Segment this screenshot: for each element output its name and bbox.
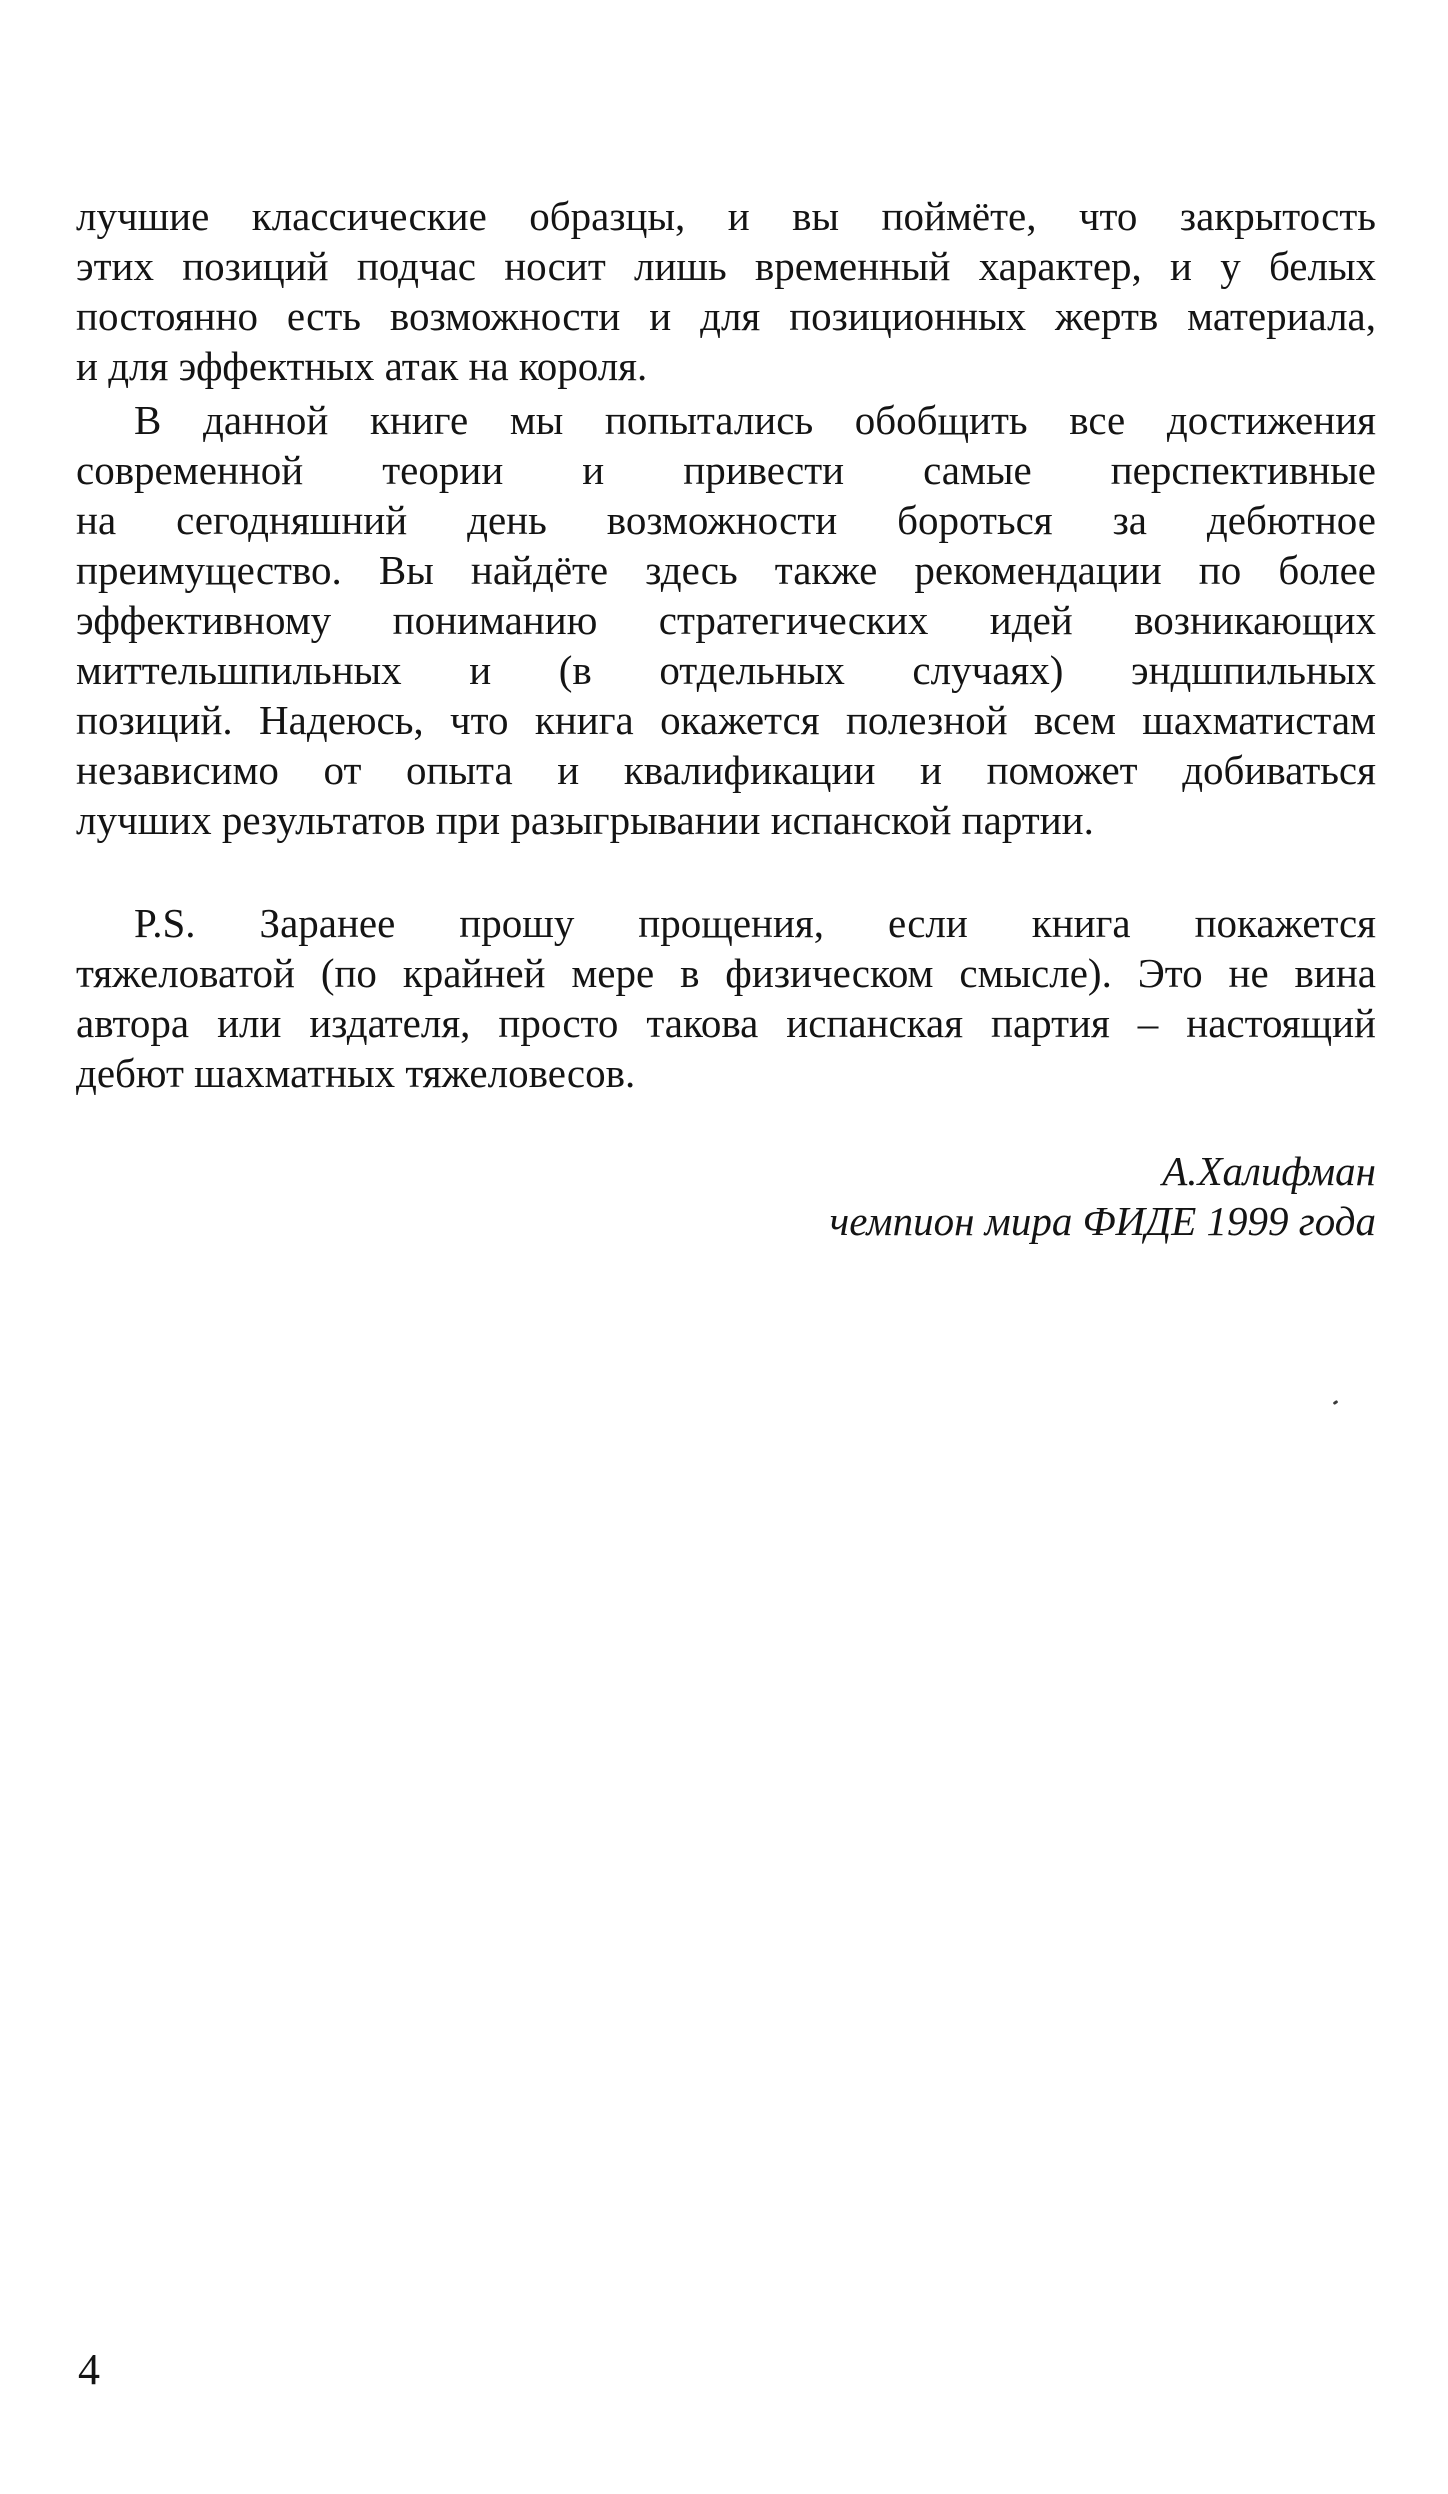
paragraph-postscript bbox=[76, 898, 1376, 1098]
text-line: дебют шахматных тяжеловесов. bbox=[76, 1050, 636, 1096]
text-line: лучшие классические образцы, и вы поймёте, что закрытость bbox=[76, 193, 1376, 239]
paragraph-continuation bbox=[76, 191, 1376, 391]
text-line: лучших результатов при разыгрывании испанской партии. bbox=[76, 797, 1094, 843]
text-line: постоянно есть возможности и для позиционных жертв материала, bbox=[76, 293, 1376, 339]
paragraph-book-purpose bbox=[76, 395, 1376, 845]
page-number: 4 bbox=[78, 2345, 100, 2394]
text-line: В данной книге мы попытались обобщить все достижения bbox=[134, 397, 1376, 443]
text-line: и для эффектных атак на короля. bbox=[76, 343, 648, 389]
text-line: на сегодняшний день возможности бороться за дебютное bbox=[76, 497, 1376, 543]
text-line: P.S. Заранее прошу прощения, если книга покажется bbox=[134, 900, 1376, 946]
text-line: независимо от опыта и квалификации и поможет добиваться bbox=[76, 747, 1376, 793]
text-line: миттельшпильных и (в отдельных случаях) эндшпильных bbox=[76, 647, 1376, 693]
text-line: преимущество. Вы найдёте здесь также рекомендации по более bbox=[76, 547, 1376, 593]
text-line: позиций. Надеюсь, что книга окажется полезной всем шахматистам bbox=[76, 697, 1376, 743]
text-line: этих позиций подчас носит лишь временный характер, и у белых bbox=[76, 243, 1376, 289]
text-line: тяжеловатой (по крайней мере в физическом смысле). Это не вина bbox=[76, 950, 1376, 996]
author-title: чемпион мира ФИДЕ 1999 года bbox=[829, 1198, 1376, 1244]
text-line: эффективному пониманию стратегических идей возникающих bbox=[76, 597, 1376, 643]
scan-speck bbox=[1333, 1400, 1339, 1405]
text-line: современной теории и привести самые перспективные bbox=[76, 447, 1376, 493]
author-name: А.Халифман bbox=[1162, 1148, 1376, 1194]
author-signature bbox=[830, 1146, 1376, 1246]
text-line: автора или издателя, просто такова испанская партия – настоящий bbox=[76, 1000, 1376, 1046]
